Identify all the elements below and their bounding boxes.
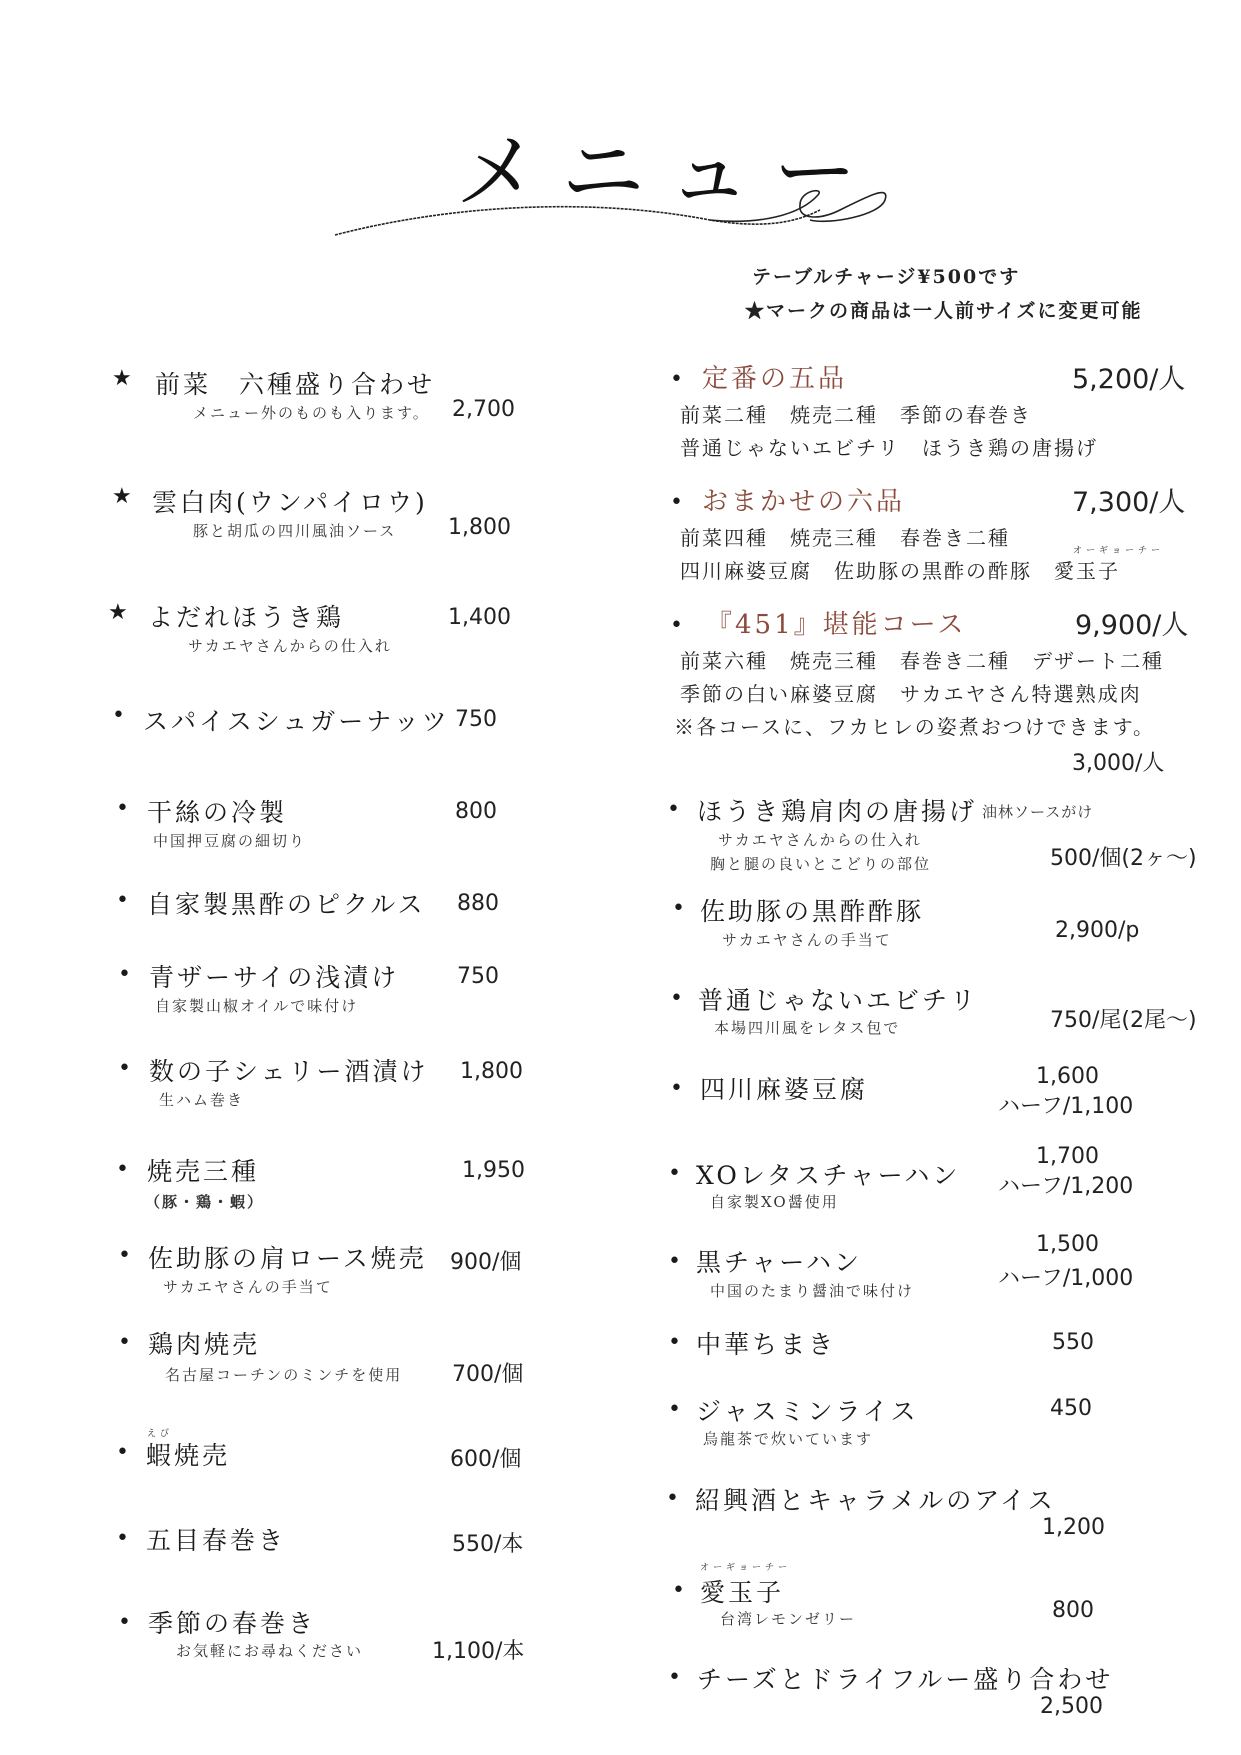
item-price: 500/個(2ヶ〜) xyxy=(1050,846,1197,871)
bullet: • xyxy=(672,1578,685,1603)
item-price: 1,700 xyxy=(1036,1144,1099,1169)
item-name: よだれほうき鶏 xyxy=(148,603,345,632)
course-name: 定番の五品 xyxy=(702,364,848,394)
course-price: 9,900/人 xyxy=(1075,610,1189,641)
item-name: 自家製黒酢のピクルス xyxy=(147,890,426,919)
course-name: おまかせの六品 xyxy=(702,487,906,517)
item-name: 紹興酒とキャラメルのアイス xyxy=(695,1486,1056,1515)
course-price: 7,300/人 xyxy=(1072,487,1186,518)
bullet: • xyxy=(666,1486,679,1511)
shark-fin-note: ※各コースに、フカヒレの姿煮おつけできます。 xyxy=(674,715,1155,739)
item-name: ジャスミンライス xyxy=(696,1397,919,1426)
item-name: ほうき鶏肩肉の唐揚げ xyxy=(697,797,978,826)
item-tag: 油林ソースがけ xyxy=(982,803,1094,821)
item-price: 1,400 xyxy=(448,605,511,630)
bullet: • xyxy=(670,613,683,638)
item-price: 600/個 xyxy=(450,1447,522,1472)
item-description: サカエヤさんの手当て xyxy=(163,1278,333,1296)
item-price: 550 xyxy=(1052,1330,1094,1355)
bullet: • xyxy=(667,797,680,822)
item-price: 880 xyxy=(457,891,499,916)
item-name: 中華ちまき xyxy=(696,1330,837,1359)
bullet: • xyxy=(116,1440,129,1465)
bullet: • xyxy=(116,1157,129,1182)
page-title: メニュー xyxy=(455,123,880,221)
course-detail: 前菜四種 焼売三種 春巻き二種 xyxy=(680,526,1010,550)
item-description: 本場四川風をレタス包で xyxy=(714,1019,901,1037)
bullet: • xyxy=(672,896,685,921)
item-description: 烏龍茶で炊いています xyxy=(703,1430,874,1448)
item-price: 700/個 xyxy=(452,1362,524,1387)
item-price: 900/個 xyxy=(450,1250,522,1275)
bullet: • xyxy=(670,367,683,392)
item-price: 750 xyxy=(457,964,499,989)
item-price: 1,800 xyxy=(460,1059,523,1084)
item-price: 750/尾(2尾〜) xyxy=(1050,1008,1197,1033)
item-description: 胸と腿の良いとこどりの部位 xyxy=(710,855,932,873)
item-description: 豚と胡瓜の四川風油ソース xyxy=(193,522,397,540)
item-name: 雲白肉(ウンパイロウ) xyxy=(152,488,428,517)
item-description: サカエヤさんの手当て xyxy=(722,931,892,949)
item-price: 1,800 xyxy=(448,515,511,540)
item-price: 450 xyxy=(1050,1396,1092,1421)
star-marker: ★ xyxy=(108,600,128,625)
bullet: • xyxy=(116,888,129,913)
star-marker: ★ xyxy=(112,484,132,509)
course-detail: 普通じゃないエビチリ ほうき鶏の唐揚げ xyxy=(680,436,1098,460)
item-price: 2,500 xyxy=(1040,1694,1103,1719)
item-name: 鶏肉焼売 xyxy=(148,1330,261,1359)
item-price: 550/本 xyxy=(452,1532,524,1557)
item-description: お気軽にお尋ねください xyxy=(176,1642,364,1660)
item-description: 自家製XO醤使用 xyxy=(710,1193,839,1211)
item-price: 1,600 xyxy=(1036,1064,1099,1089)
item-name: 佐助豚の肩ロース焼売 xyxy=(148,1244,427,1273)
item-name: 五目春巻き xyxy=(146,1526,287,1555)
item-name: 前菜 六種盛り合わせ xyxy=(155,370,436,399)
item-price: 750 xyxy=(455,707,497,732)
star-marker: ★ xyxy=(112,366,132,391)
bullet: • xyxy=(118,1056,131,1081)
item-name: 数の子シェリー酒漬け xyxy=(149,1057,429,1086)
star-mark-note: ★マークの商品は一人前サイズに変更可能 xyxy=(745,300,1143,322)
item-description: 中国のたまり醤油で味付け xyxy=(710,1282,915,1300)
bullet: • xyxy=(670,1076,683,1101)
item-name: 蝦焼売 xyxy=(146,1441,231,1470)
item-price: 1,100/本 xyxy=(432,1639,525,1664)
item-name: 焼売三種 xyxy=(147,1157,260,1186)
course-price: 5,200/人 xyxy=(1072,364,1186,395)
bullet: • xyxy=(112,703,125,728)
bullet: • xyxy=(668,1161,681,1186)
shark-fin-price: 3,000/人 xyxy=(1072,751,1165,776)
bullet: • xyxy=(668,1397,681,1422)
item-name: XOレタスチャーハン xyxy=(696,1161,961,1190)
item-name: 佐助豚の黒酢酢豚 xyxy=(700,897,925,926)
bullet: • xyxy=(118,1610,131,1635)
item-description: サカエヤさんからの仕入れ xyxy=(718,831,922,849)
item-description: メニュー外のものも入ります。 xyxy=(193,404,430,422)
item-description: （豚・鶏・蝦） xyxy=(145,1193,265,1211)
item-half-price: ハーフ/1,200 xyxy=(998,1174,1134,1199)
course-detail: 四川麻婆豆腐 佐助豚の黒酢の酢豚 愛玉子 xyxy=(680,559,1120,583)
course-detail: 前菜六種 焼売三種 春巻き二種 デザート二種 xyxy=(680,649,1164,673)
item-name: 干絲の冷製 xyxy=(147,798,288,827)
item-description: 自家製山椒オイルで味付け xyxy=(155,997,359,1015)
bullet: • xyxy=(668,1330,681,1355)
item-ruby: オーギョーチー xyxy=(700,1563,792,1573)
item-name: チーズとドライフルー盛り合わせ xyxy=(697,1665,1114,1694)
bullet: • xyxy=(118,1243,131,1268)
item-name: 愛玉子 xyxy=(700,1578,785,1607)
item-name: 黒チャーハン xyxy=(696,1248,863,1277)
table-charge-note: テーブルチャージ¥500です xyxy=(752,266,1021,288)
item-description: 生ハム巻き xyxy=(159,1091,245,1109)
bullet: • xyxy=(668,1249,681,1274)
bullet: • xyxy=(670,986,683,1011)
bullet: • xyxy=(118,1330,131,1355)
item-half-price: ハーフ/1,000 xyxy=(998,1266,1134,1291)
item-price: 800 xyxy=(1052,1598,1094,1623)
item-name: 青ザーサイの浅漬け xyxy=(149,963,400,992)
item-price: 1,200 xyxy=(1042,1515,1105,1540)
course-name: 『451』堪能コース xyxy=(706,610,967,640)
course-detail: 季節の白い麻婆豆腐 サカエヤさん特選熟成肉 xyxy=(680,682,1142,706)
item-ruby: えび xyxy=(147,1429,174,1439)
item-half-price: ハーフ/1,100 xyxy=(998,1094,1134,1119)
item-price: 2,700 xyxy=(452,397,515,422)
item-price: 1,950 xyxy=(462,1158,525,1183)
bullet: • xyxy=(116,1526,129,1551)
item-name: 季節の春巻き xyxy=(148,1609,317,1638)
item-name: スパイスシュガーナッツ xyxy=(143,707,450,736)
bullet: • xyxy=(118,962,131,987)
item-name: 四川麻婆豆腐 xyxy=(700,1075,869,1104)
bullet: • xyxy=(670,490,683,515)
item-price: 1,500 xyxy=(1036,1232,1099,1257)
item-description: 台湾レモンゼリー xyxy=(720,1610,857,1628)
item-description: 名古屋コーチンのミンチを使用 xyxy=(165,1366,403,1384)
course-ruby: オーギョーチー xyxy=(1073,546,1165,556)
item-price: 2,900/p xyxy=(1055,918,1140,943)
bullet: • xyxy=(116,796,129,821)
bullet: • xyxy=(668,1665,681,1690)
title-swoosh-decoration xyxy=(330,185,910,245)
item-description: 中国押豆腐の細切り xyxy=(153,832,307,850)
item-name: 普通じゃないエビチリ xyxy=(698,986,979,1015)
item-description: サカエヤさんからの仕入れ xyxy=(188,637,392,655)
item-price: 800 xyxy=(455,799,497,824)
course-detail: 前菜二種 焼売二種 季節の春巻き xyxy=(680,403,1032,427)
